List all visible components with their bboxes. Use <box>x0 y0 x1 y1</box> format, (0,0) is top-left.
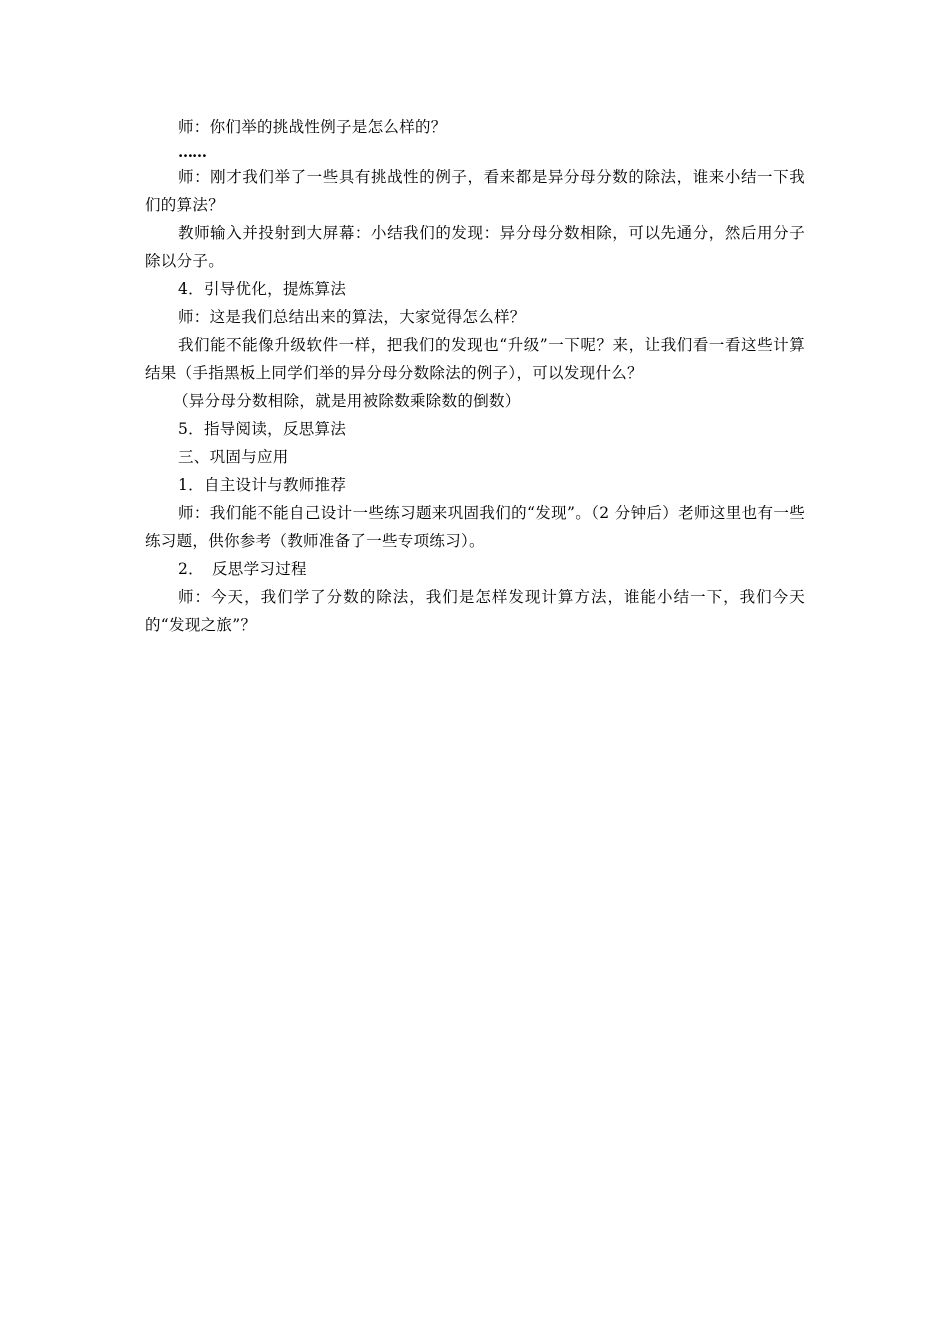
paragraph-teacher-summary-prompt: 师：刚才我们举了一些具有挑战性的例子，看来都是异分母分数的除法，谁来小结一下我们的算法？ <box>145 168 805 214</box>
paragraph-reciprocal-rule: （异分母分数相除，就是用被除数乘除数的倒数） <box>173 392 521 410</box>
paragraph-upgrade-discovery: 我们能不能像升级软件一样，把我们的发现也“升级”一下呢？来，让我们看一看这些计算结果（手指黑板上同学们举的异分母分数除法的例子），可以发现什么？ <box>145 336 805 382</box>
paragraph-reflection: 师：今天，我们学了分数的除法，我们是怎样发现计算方法，谁能小结一下，我们今天的“发现之旅”？ <box>145 588 805 634</box>
document-body <box>145 113 805 639</box>
paragraph-teacher-question: 师：你们举的挑战性例子是怎么样的？ <box>178 118 447 136</box>
section-heading-4: 4．引导优化，提炼算法 <box>178 280 347 298</box>
subsection-heading-2: 2． 反思学习过程 <box>178 560 307 578</box>
subsection-heading-1: 1．自主设计与教师推荐 <box>178 476 347 494</box>
section-heading-consolidation: 三、巩固与应用 <box>178 448 289 466</box>
paragraph-teacher-algorithm: 师：这是我们总结出来的算法，大家觉得怎么样？ <box>178 308 526 326</box>
paragraph-teacher-projection: 教师输入并投射到大屏幕：小结我们的发现：异分母分数相除，可以先通分，然后用分子除以分子。 <box>145 224 805 270</box>
section-heading-5: 5．指导阅读，反思算法 <box>178 420 347 438</box>
paragraph-design-exercises: 师：我们能不能自己设计一些练习题来巩固我们的“发现”。（2 分钟后）老师这里也有一些练习题，供你参考（教师准备了一些专项练习）。 <box>145 504 805 550</box>
paragraph-ellipsis: …… <box>178 143 206 161</box>
